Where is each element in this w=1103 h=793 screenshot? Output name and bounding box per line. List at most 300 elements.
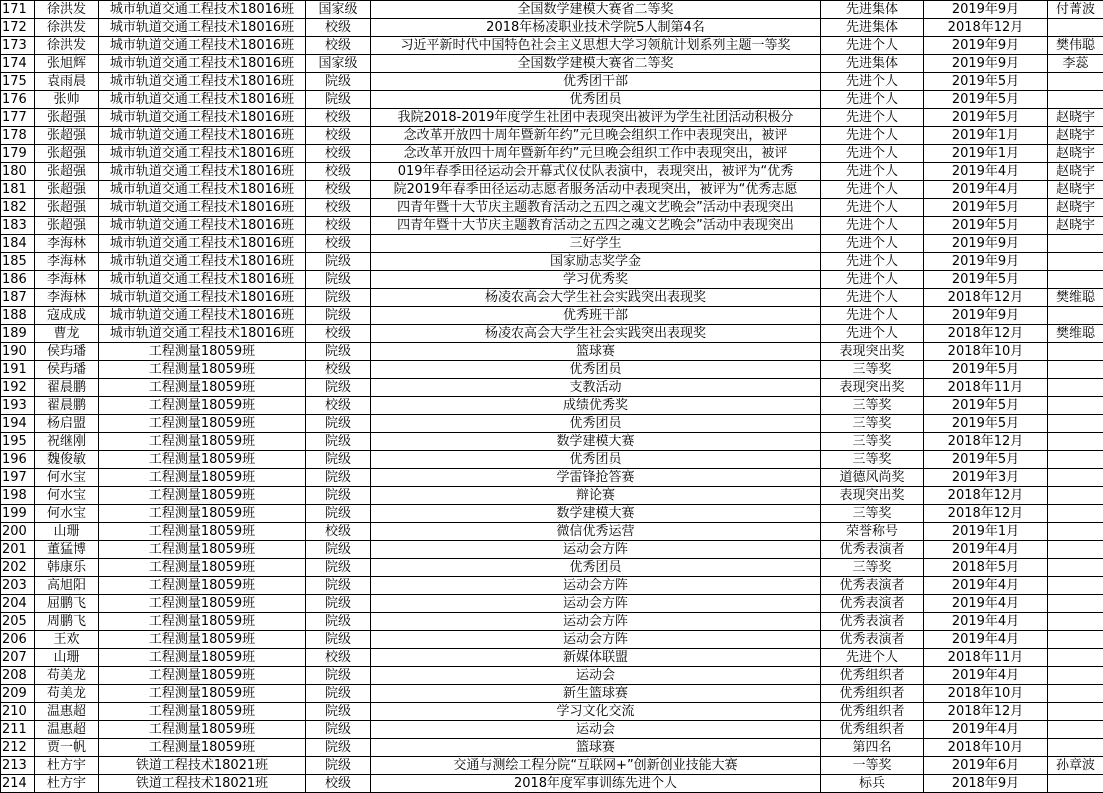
award-type-cell[interactable]: 表现突出奖: [821, 487, 924, 505]
award-date-cell[interactable]: 2019年5月: [924, 109, 1048, 127]
student-name-cell[interactable]: 徐洪发: [35, 19, 99, 37]
row-number-cell[interactable]: 201: [1, 541, 35, 559]
award-type-cell[interactable]: 先进个人: [821, 325, 924, 343]
advisor-cell[interactable]: 樊伟聪: [1048, 37, 1103, 55]
award-date-cell[interactable]: 2019年5月: [924, 217, 1048, 235]
award-level-cell[interactable]: 院级: [306, 721, 371, 739]
advisor-cell[interactable]: 赵晓宇: [1048, 163, 1103, 181]
class-name-cell[interactable]: 城市轨道交通工程技术18016班: [99, 235, 306, 253]
advisor-cell[interactable]: [1048, 379, 1103, 397]
advisor-cell[interactable]: [1048, 307, 1103, 325]
row-number-cell[interactable]: 192: [1, 379, 35, 397]
class-name-cell[interactable]: 工程测量18059班: [99, 541, 306, 559]
class-name-cell[interactable]: 工程测量18059班: [99, 469, 306, 487]
advisor-cell[interactable]: 孙章波: [1048, 757, 1103, 775]
student-name-cell[interactable]: 祝继刚: [35, 433, 99, 451]
award-type-cell[interactable]: 三等奖: [821, 433, 924, 451]
class-name-cell[interactable]: 工程测量18059班: [99, 433, 306, 451]
award-date-cell[interactable]: 2018年10月: [924, 685, 1048, 703]
award-level-cell[interactable]: 院级: [306, 577, 371, 595]
student-name-cell[interactable]: 韩康乐: [35, 559, 99, 577]
award-level-cell[interactable]: 校级: [306, 163, 371, 181]
award-level-cell[interactable]: 校级: [306, 361, 371, 379]
award-type-cell[interactable]: 优秀表演者: [821, 577, 924, 595]
award-date-cell[interactable]: 2019年1月: [924, 523, 1048, 541]
award-description-cell[interactable]: 运动会方阵: [371, 577, 821, 595]
award-type-cell[interactable]: 一等奖: [821, 757, 924, 775]
class-name-cell[interactable]: 城市轨道交通工程技术18016班: [99, 181, 306, 199]
class-name-cell[interactable]: 工程测量18059班: [99, 559, 306, 577]
award-description-cell[interactable]: 篮球赛: [371, 739, 821, 757]
award-level-cell[interactable]: 院级: [306, 739, 371, 757]
award-date-cell[interactable]: 2019年3月: [924, 469, 1048, 487]
class-name-cell[interactable]: 城市轨道交通工程技术18016班: [99, 109, 306, 127]
award-description-cell[interactable]: 国家励志奖学金: [371, 253, 821, 271]
student-name-cell[interactable]: 侯玙璠: [35, 343, 99, 361]
award-level-cell[interactable]: 院级: [306, 379, 371, 397]
award-date-cell[interactable]: 2019年9月: [924, 55, 1048, 73]
award-level-cell[interactable]: 校级: [306, 19, 371, 37]
award-description-cell[interactable]: 习近平新时代中国特色社会主义思想大学习领航计划系列主题一等奖: [371, 37, 821, 55]
award-date-cell[interactable]: 2018年12月: [924, 487, 1048, 505]
award-date-cell[interactable]: 2018年12月: [924, 19, 1048, 37]
advisor-cell[interactable]: 赵晓宇: [1048, 199, 1103, 217]
award-level-cell[interactable]: 校级: [306, 235, 371, 253]
advisor-cell[interactable]: [1048, 523, 1103, 541]
award-description-cell[interactable]: 优秀团员: [371, 91, 821, 109]
student-name-cell[interactable]: 李海林: [35, 253, 99, 271]
student-name-cell[interactable]: 曹龙: [35, 325, 99, 343]
award-type-cell[interactable]: 三等奖: [821, 505, 924, 523]
award-type-cell[interactable]: 先进集体: [821, 55, 924, 73]
row-number-cell[interactable]: 197: [1, 469, 35, 487]
advisor-cell[interactable]: 付菁波: [1048, 1, 1103, 19]
award-type-cell[interactable]: 优秀组织者: [821, 685, 924, 703]
award-level-cell[interactable]: 院级: [306, 271, 371, 289]
award-type-cell[interactable]: 三等奖: [821, 451, 924, 469]
student-name-cell[interactable]: 何水宝: [35, 469, 99, 487]
class-name-cell[interactable]: 工程测量18059班: [99, 451, 306, 469]
award-type-cell[interactable]: 优秀表演者: [821, 595, 924, 613]
student-name-cell[interactable]: 张超强: [35, 127, 99, 145]
advisor-cell[interactable]: [1048, 397, 1103, 415]
award-level-cell[interactable]: 院级: [306, 343, 371, 361]
class-name-cell[interactable]: 工程测量18059班: [99, 577, 306, 595]
student-name-cell[interactable]: 徐洪发: [35, 37, 99, 55]
row-number-cell[interactable]: 200: [1, 523, 35, 541]
advisor-cell[interactable]: [1048, 505, 1103, 523]
student-name-cell[interactable]: 山珊: [35, 523, 99, 541]
award-type-cell[interactable]: 荣誉称号: [821, 523, 924, 541]
row-number-cell[interactable]: 214: [1, 775, 35, 793]
award-description-cell[interactable]: 学习优秀奖: [371, 271, 821, 289]
award-type-cell[interactable]: 先进个人: [821, 217, 924, 235]
row-number-cell[interactable]: 178: [1, 127, 35, 145]
award-level-cell[interactable]: 院级: [306, 487, 371, 505]
award-type-cell[interactable]: 优秀组织者: [821, 667, 924, 685]
award-date-cell[interactable]: 2019年4月: [924, 613, 1048, 631]
award-description-cell[interactable]: 念改革开放四十周年暨新年约”元旦晚会组织工作中表现突出，被评: [371, 145, 821, 163]
advisor-cell[interactable]: 赵晓宇: [1048, 145, 1103, 163]
award-type-cell[interactable]: 第四名: [821, 739, 924, 757]
class-name-cell[interactable]: 城市轨道交通工程技术18016班: [99, 163, 306, 181]
class-name-cell[interactable]: 工程测量18059班: [99, 739, 306, 757]
row-number-cell[interactable]: 196: [1, 451, 35, 469]
advisor-cell[interactable]: [1048, 415, 1103, 433]
award-level-cell[interactable]: 院级: [306, 559, 371, 577]
award-level-cell[interactable]: 院级: [306, 73, 371, 91]
award-description-cell[interactable]: 交通与测绘工程分院“互联网+”创新创业技能大赛: [371, 757, 821, 775]
award-date-cell[interactable]: 2018年12月: [924, 505, 1048, 523]
award-date-cell[interactable]: 2018年12月: [924, 325, 1048, 343]
class-name-cell[interactable]: 城市轨道交通工程技术18016班: [99, 73, 306, 91]
class-name-cell[interactable]: 城市轨道交通工程技术18016班: [99, 127, 306, 145]
advisor-cell[interactable]: [1048, 613, 1103, 631]
advisor-cell[interactable]: [1048, 649, 1103, 667]
row-number-cell[interactable]: 180: [1, 163, 35, 181]
award-type-cell[interactable]: 先进个人: [821, 37, 924, 55]
award-description-cell[interactable]: 运动会方阵: [371, 631, 821, 649]
award-description-cell[interactable]: 新媒体联盟: [371, 649, 821, 667]
award-description-cell[interactable]: 数学建模大赛: [371, 505, 821, 523]
award-date-cell[interactable]: 2018年9月: [924, 775, 1048, 793]
award-type-cell[interactable]: 先进个人: [821, 91, 924, 109]
advisor-cell[interactable]: [1048, 451, 1103, 469]
award-type-cell[interactable]: 先进个人: [821, 109, 924, 127]
award-level-cell[interactable]: 院级: [306, 703, 371, 721]
award-description-cell[interactable]: 篮球赛: [371, 343, 821, 361]
award-description-cell[interactable]: 辩论赛: [371, 487, 821, 505]
row-number-cell[interactable]: 213: [1, 757, 35, 775]
class-name-cell[interactable]: 城市轨道交通工程技术18016班: [99, 1, 306, 19]
row-number-cell[interactable]: 184: [1, 235, 35, 253]
award-level-cell[interactable]: 院级: [306, 469, 371, 487]
award-description-cell[interactable]: 念改革开放四十周年暨新年约”元旦晚会组织工作中表现突出，被评: [371, 127, 821, 145]
student-name-cell[interactable]: 翟晨鹏: [35, 397, 99, 415]
award-level-cell[interactable]: 院级: [306, 541, 371, 559]
award-date-cell[interactable]: 2019年4月: [924, 577, 1048, 595]
advisor-cell[interactable]: 李蕊: [1048, 55, 1103, 73]
advisor-cell[interactable]: 赵晓宇: [1048, 127, 1103, 145]
award-description-cell[interactable]: 学雷锋抢答赛: [371, 469, 821, 487]
class-name-cell[interactable]: 工程测量18059班: [99, 613, 306, 631]
row-number-cell[interactable]: 207: [1, 649, 35, 667]
advisor-cell[interactable]: 赵晓宇: [1048, 181, 1103, 199]
award-type-cell[interactable]: 先进集体: [821, 19, 924, 37]
award-level-cell[interactable]: 校级: [306, 181, 371, 199]
award-type-cell[interactable]: 先进个人: [821, 289, 924, 307]
class-name-cell[interactable]: 城市轨道交通工程技术18016班: [99, 307, 306, 325]
class-name-cell[interactable]: 铁道工程技术18021班: [99, 757, 306, 775]
award-description-cell[interactable]: 全国数学建模大赛省二等奖: [371, 55, 821, 73]
award-level-cell[interactable]: 校级: [306, 109, 371, 127]
advisor-cell[interactable]: [1048, 19, 1103, 37]
award-type-cell[interactable]: 先进集体: [821, 1, 924, 19]
award-type-cell[interactable]: 三等奖: [821, 559, 924, 577]
award-description-cell[interactable]: 新生篮球赛: [371, 685, 821, 703]
student-name-cell[interactable]: 高旭阳: [35, 577, 99, 595]
award-date-cell[interactable]: 2019年1月: [924, 145, 1048, 163]
class-name-cell[interactable]: 工程测量18059班: [99, 631, 306, 649]
award-description-cell[interactable]: 学习文化交流: [371, 703, 821, 721]
advisor-cell[interactable]: 樊维聪: [1048, 289, 1103, 307]
row-number-cell[interactable]: 187: [1, 289, 35, 307]
award-type-cell[interactable]: 先进个人: [821, 181, 924, 199]
class-name-cell[interactable]: 城市轨道交通工程技术18016班: [99, 91, 306, 109]
class-name-cell[interactable]: 工程测量18059班: [99, 505, 306, 523]
row-number-cell[interactable]: 191: [1, 361, 35, 379]
student-name-cell[interactable]: 魏俊敏: [35, 451, 99, 469]
advisor-cell[interactable]: [1048, 595, 1103, 613]
award-description-cell[interactable]: 优秀班干部: [371, 307, 821, 325]
student-name-cell[interactable]: 杜方宇: [35, 757, 99, 775]
award-level-cell[interactable]: 院级: [306, 757, 371, 775]
row-number-cell[interactable]: 186: [1, 271, 35, 289]
award-level-cell[interactable]: 校级: [306, 199, 371, 217]
class-name-cell[interactable]: 工程测量18059班: [99, 721, 306, 739]
row-number-cell[interactable]: 189: [1, 325, 35, 343]
award-description-cell[interactable]: 运动会方阵: [371, 595, 821, 613]
award-date-cell[interactable]: 2019年9月: [924, 307, 1048, 325]
award-date-cell[interactable]: 2019年4月: [924, 631, 1048, 649]
award-date-cell[interactable]: 2018年5月: [924, 559, 1048, 577]
class-name-cell[interactable]: 城市轨道交通工程技术18016班: [99, 217, 306, 235]
advisor-cell[interactable]: [1048, 577, 1103, 595]
award-level-cell[interactable]: 院级: [306, 505, 371, 523]
advisor-cell[interactable]: [1048, 667, 1103, 685]
award-type-cell[interactable]: 先进个人: [821, 307, 924, 325]
student-name-cell[interactable]: 杨启盟: [35, 415, 99, 433]
class-name-cell[interactable]: 工程测量18059班: [99, 523, 306, 541]
class-name-cell[interactable]: 城市轨道交通工程技术18016班: [99, 199, 306, 217]
student-name-cell[interactable]: 杜方宇: [35, 775, 99, 793]
award-level-cell[interactable]: 校级: [306, 217, 371, 235]
row-number-cell[interactable]: 199: [1, 505, 35, 523]
class-name-cell[interactable]: 工程测量18059班: [99, 415, 306, 433]
award-type-cell[interactable]: 表现突出奖: [821, 379, 924, 397]
award-level-cell[interactable]: 院级: [306, 631, 371, 649]
award-level-cell[interactable]: 校级: [306, 37, 371, 55]
row-number-cell[interactable]: 193: [1, 397, 35, 415]
class-name-cell[interactable]: 城市轨道交通工程技术18016班: [99, 253, 306, 271]
award-level-cell[interactable]: 国家级: [306, 1, 371, 19]
award-type-cell[interactable]: 先进个人: [821, 199, 924, 217]
award-date-cell[interactable]: 2019年4月: [924, 667, 1048, 685]
award-description-cell[interactable]: 运动会方阵: [371, 613, 821, 631]
award-type-cell[interactable]: 先进个人: [821, 145, 924, 163]
award-date-cell[interactable]: 2019年6月: [924, 757, 1048, 775]
award-date-cell[interactable]: 2019年4月: [924, 163, 1048, 181]
advisor-cell[interactable]: [1048, 631, 1103, 649]
student-name-cell[interactable]: 温惠超: [35, 703, 99, 721]
award-level-cell[interactable]: 院级: [306, 451, 371, 469]
row-number-cell[interactable]: 205: [1, 613, 35, 631]
row-number-cell[interactable]: 171: [1, 1, 35, 19]
award-date-cell[interactable]: 2019年4月: [924, 721, 1048, 739]
award-description-cell[interactable]: 支教活动: [371, 379, 821, 397]
advisor-cell[interactable]: [1048, 703, 1103, 721]
student-name-cell[interactable]: 屈鹏飞: [35, 595, 99, 613]
award-date-cell[interactable]: 2019年9月: [924, 235, 1048, 253]
row-number-cell[interactable]: 210: [1, 703, 35, 721]
award-level-cell[interactable]: 院级: [306, 307, 371, 325]
student-name-cell[interactable]: 李海林: [35, 271, 99, 289]
award-description-cell[interactable]: 019年春季田径运动会开幕式仪仗队表演中，表现突出，被评为“优秀: [371, 163, 821, 181]
student-name-cell[interactable]: 翟晨鹏: [35, 379, 99, 397]
class-name-cell[interactable]: 工程测量18059班: [99, 649, 306, 667]
award-description-cell[interactable]: 运动会方阵: [371, 541, 821, 559]
row-number-cell[interactable]: 209: [1, 685, 35, 703]
row-number-cell[interactable]: 179: [1, 145, 35, 163]
student-name-cell[interactable]: 贾一帆: [35, 739, 99, 757]
award-description-cell[interactable]: 优秀团员: [371, 451, 821, 469]
award-type-cell[interactable]: 先进个人: [821, 127, 924, 145]
student-name-cell[interactable]: 周鹏飞: [35, 613, 99, 631]
award-level-cell[interactable]: 院级: [306, 415, 371, 433]
award-type-cell[interactable]: 道德风尚奖: [821, 469, 924, 487]
student-name-cell[interactable]: 徐洪发: [35, 1, 99, 19]
award-description-cell[interactable]: 四青年暨十大节庆主题教育活动之五四之魂文艺晚会”活动中表现突出: [371, 199, 821, 217]
award-date-cell[interactable]: 2019年5月: [924, 199, 1048, 217]
row-number-cell[interactable]: 173: [1, 37, 35, 55]
award-type-cell[interactable]: 优秀组织者: [821, 703, 924, 721]
award-date-cell[interactable]: 2018年12月: [924, 289, 1048, 307]
award-description-cell[interactable]: 四青年暨十大节庆主题教育活动之五四之魂文艺晚会”活动中表现突出: [371, 217, 821, 235]
award-date-cell[interactable]: 2019年4月: [924, 541, 1048, 559]
award-level-cell[interactable]: 院级: [306, 613, 371, 631]
row-number-cell[interactable]: 206: [1, 631, 35, 649]
row-number-cell[interactable]: 194: [1, 415, 35, 433]
award-date-cell[interactable]: 2018年12月: [924, 433, 1048, 451]
award-date-cell[interactable]: 2018年11月: [924, 649, 1048, 667]
award-level-cell[interactable]: 院级: [306, 91, 371, 109]
row-number-cell[interactable]: 204: [1, 595, 35, 613]
award-type-cell[interactable]: 三等奖: [821, 361, 924, 379]
award-level-cell[interactable]: 国家级: [306, 55, 371, 73]
award-date-cell[interactable]: 2019年5月: [924, 271, 1048, 289]
award-date-cell[interactable]: 2019年5月: [924, 91, 1048, 109]
award-type-cell[interactable]: 优秀组织者: [821, 721, 924, 739]
award-level-cell[interactable]: 校级: [306, 775, 371, 793]
student-name-cell[interactable]: 山珊: [35, 649, 99, 667]
class-name-cell[interactable]: 城市轨道交通工程技术18016班: [99, 37, 306, 55]
award-description-cell[interactable]: 微信优秀运营: [371, 523, 821, 541]
class-name-cell[interactable]: 城市轨道交通工程技术18016班: [99, 325, 306, 343]
class-name-cell[interactable]: 工程测量18059班: [99, 487, 306, 505]
class-name-cell[interactable]: 城市轨道交通工程技术18016班: [99, 55, 306, 73]
row-number-cell[interactable]: 175: [1, 73, 35, 91]
student-name-cell[interactable]: 张超强: [35, 163, 99, 181]
award-type-cell[interactable]: 三等奖: [821, 397, 924, 415]
advisor-cell[interactable]: [1048, 541, 1103, 559]
award-description-cell[interactable]: 数学建模大赛: [371, 433, 821, 451]
advisor-cell[interactable]: [1048, 559, 1103, 577]
award-date-cell[interactable]: 2019年5月: [924, 415, 1048, 433]
class-name-cell[interactable]: 工程测量18059班: [99, 343, 306, 361]
award-level-cell[interactable]: 校级: [306, 397, 371, 415]
student-name-cell[interactable]: 寇成成: [35, 307, 99, 325]
award-description-cell[interactable]: 优秀团员: [371, 559, 821, 577]
advisor-cell[interactable]: [1048, 253, 1103, 271]
row-number-cell[interactable]: 176: [1, 91, 35, 109]
student-name-cell[interactable]: 李海林: [35, 289, 99, 307]
award-date-cell[interactable]: 2019年9月: [924, 253, 1048, 271]
advisor-cell[interactable]: [1048, 487, 1103, 505]
class-name-cell[interactable]: 工程测量18059班: [99, 685, 306, 703]
student-name-cell[interactable]: 温惠超: [35, 721, 99, 739]
advisor-cell[interactable]: [1048, 739, 1103, 757]
student-name-cell[interactable]: 何水宝: [35, 505, 99, 523]
award-level-cell[interactable]: 院级: [306, 253, 371, 271]
student-name-cell[interactable]: 张超强: [35, 145, 99, 163]
award-description-cell[interactable]: 2018年杨凌职业技术学院5人制第4名: [371, 19, 821, 37]
award-type-cell[interactable]: 优秀表演者: [821, 613, 924, 631]
award-description-cell[interactable]: 运动会: [371, 667, 821, 685]
row-number-cell[interactable]: 185: [1, 253, 35, 271]
award-type-cell[interactable]: 先进个人: [821, 163, 924, 181]
award-date-cell[interactable]: 2019年9月: [924, 1, 1048, 19]
advisor-cell[interactable]: [1048, 775, 1103, 793]
class-name-cell[interactable]: 工程测量18059班: [99, 595, 306, 613]
class-name-cell[interactable]: 工程测量18059班: [99, 703, 306, 721]
award-type-cell[interactable]: 先进个人: [821, 271, 924, 289]
award-description-cell[interactable]: 成绩优秀奖: [371, 397, 821, 415]
award-date-cell[interactable]: 2019年5月: [924, 451, 1048, 469]
award-type-cell[interactable]: 三等奖: [821, 415, 924, 433]
row-number-cell[interactable]: 208: [1, 667, 35, 685]
advisor-cell[interactable]: [1048, 469, 1103, 487]
row-number-cell[interactable]: 174: [1, 55, 35, 73]
award-description-cell[interactable]: 三好学生: [371, 235, 821, 253]
row-number-cell[interactable]: 190: [1, 343, 35, 361]
award-description-cell[interactable]: 优秀团员: [371, 415, 821, 433]
row-number-cell[interactable]: 195: [1, 433, 35, 451]
student-name-cell[interactable]: 苟美龙: [35, 685, 99, 703]
row-number-cell[interactable]: 188: [1, 307, 35, 325]
class-name-cell[interactable]: 工程测量18059班: [99, 397, 306, 415]
award-description-cell[interactable]: 优秀团员: [371, 361, 821, 379]
award-date-cell[interactable]: 2019年5月: [924, 73, 1048, 91]
advisor-cell[interactable]: 赵晓宇: [1048, 217, 1103, 235]
award-type-cell[interactable]: 先进个人: [821, 235, 924, 253]
award-level-cell[interactable]: 校级: [306, 649, 371, 667]
row-number-cell[interactable]: 172: [1, 19, 35, 37]
award-description-cell[interactable]: 优秀团干部: [371, 73, 821, 91]
award-date-cell[interactable]: 2019年4月: [924, 181, 1048, 199]
row-number-cell[interactable]: 211: [1, 721, 35, 739]
row-number-cell[interactable]: 182: [1, 199, 35, 217]
advisor-cell[interactable]: [1048, 721, 1103, 739]
award-description-cell[interactable]: 杨凌农高会大学生社会实践突出表现奖: [371, 325, 821, 343]
class-name-cell[interactable]: 城市轨道交通工程技术18016班: [99, 19, 306, 37]
award-level-cell[interactable]: 校级: [306, 145, 371, 163]
award-type-cell[interactable]: 先进个人: [821, 253, 924, 271]
award-date-cell[interactable]: 2019年5月: [924, 397, 1048, 415]
award-description-cell[interactable]: 运动会: [371, 721, 821, 739]
award-level-cell[interactable]: 院级: [306, 433, 371, 451]
award-description-cell[interactable]: 2018年度军事训练先进个人: [371, 775, 821, 793]
class-name-cell[interactable]: 铁道工程技术18021班: [99, 775, 306, 793]
award-description-cell[interactable]: 院2019年春季田径运动志愿者服务活动中表现突出，被评为“优秀志愿: [371, 181, 821, 199]
award-date-cell[interactable]: 2018年10月: [924, 343, 1048, 361]
student-name-cell[interactable]: 王欢: [35, 631, 99, 649]
award-level-cell[interactable]: 校级: [306, 127, 371, 145]
row-number-cell[interactable]: 203: [1, 577, 35, 595]
award-type-cell[interactable]: 先进个人: [821, 649, 924, 667]
row-number-cell[interactable]: 202: [1, 559, 35, 577]
student-name-cell[interactable]: 张超强: [35, 109, 99, 127]
row-number-cell[interactable]: 198: [1, 487, 35, 505]
